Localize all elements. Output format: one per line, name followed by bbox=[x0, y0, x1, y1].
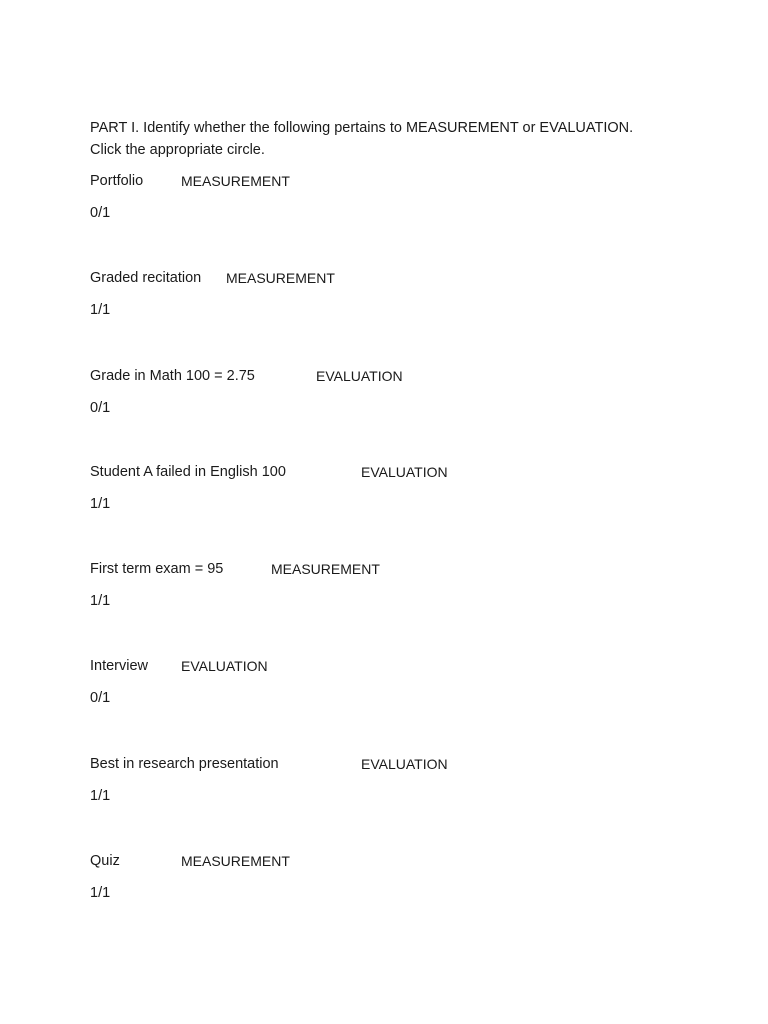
question-label: Portfolio bbox=[90, 173, 144, 189]
question-score: 0/1 bbox=[90, 690, 111, 706]
question-item bbox=[90, 754, 650, 804]
selected-answer[interactable]: EVALUATION bbox=[361, 756, 448, 772]
question-item bbox=[90, 851, 650, 901]
question-item bbox=[90, 366, 650, 416]
question-label: Student A failed in English 100 bbox=[90, 464, 286, 480]
question-score: 1/1 bbox=[90, 885, 111, 901]
question-label: Grade in Math 100 = 2.75 bbox=[90, 368, 255, 384]
selected-answer[interactable]: MEASUREMENT bbox=[181, 853, 290, 869]
selected-answer[interactable]: MEASUREMENT bbox=[226, 270, 335, 286]
question-label: Graded recitation bbox=[90, 270, 202, 286]
selected-answer[interactable]: EVALUATION bbox=[316, 368, 403, 384]
question-label: Quiz bbox=[90, 853, 120, 869]
instructions-line-2: Click the appropriate circle. bbox=[90, 142, 265, 158]
question-item bbox=[90, 268, 650, 318]
selected-answer[interactable]: MEASUREMENT bbox=[271, 561, 380, 577]
question-score: 1/1 bbox=[90, 593, 111, 609]
question-score: 0/1 bbox=[90, 205, 111, 221]
question-score: 1/1 bbox=[90, 302, 111, 318]
selected-answer[interactable]: EVALUATION bbox=[181, 658, 268, 674]
selected-answer[interactable]: MEASUREMENT bbox=[181, 173, 290, 189]
selected-answer[interactable]: EVALUATION bbox=[361, 464, 448, 480]
question-score: 1/1 bbox=[90, 788, 111, 804]
question-score: 1/1 bbox=[90, 496, 111, 512]
question-item bbox=[90, 462, 650, 512]
instructions bbox=[90, 117, 710, 161]
question-label: First term exam = 95 bbox=[90, 561, 224, 577]
question-label: Interview bbox=[90, 658, 149, 674]
question-item bbox=[90, 559, 650, 609]
question-item bbox=[90, 656, 650, 706]
question-label: Best in research presentation bbox=[90, 756, 279, 772]
instructions-line-1: PART I. Identify whether the following pertains to MEASUREMENT or EVALUATION. bbox=[90, 120, 634, 136]
question-item bbox=[90, 171, 650, 221]
question-score: 0/1 bbox=[90, 400, 111, 416]
